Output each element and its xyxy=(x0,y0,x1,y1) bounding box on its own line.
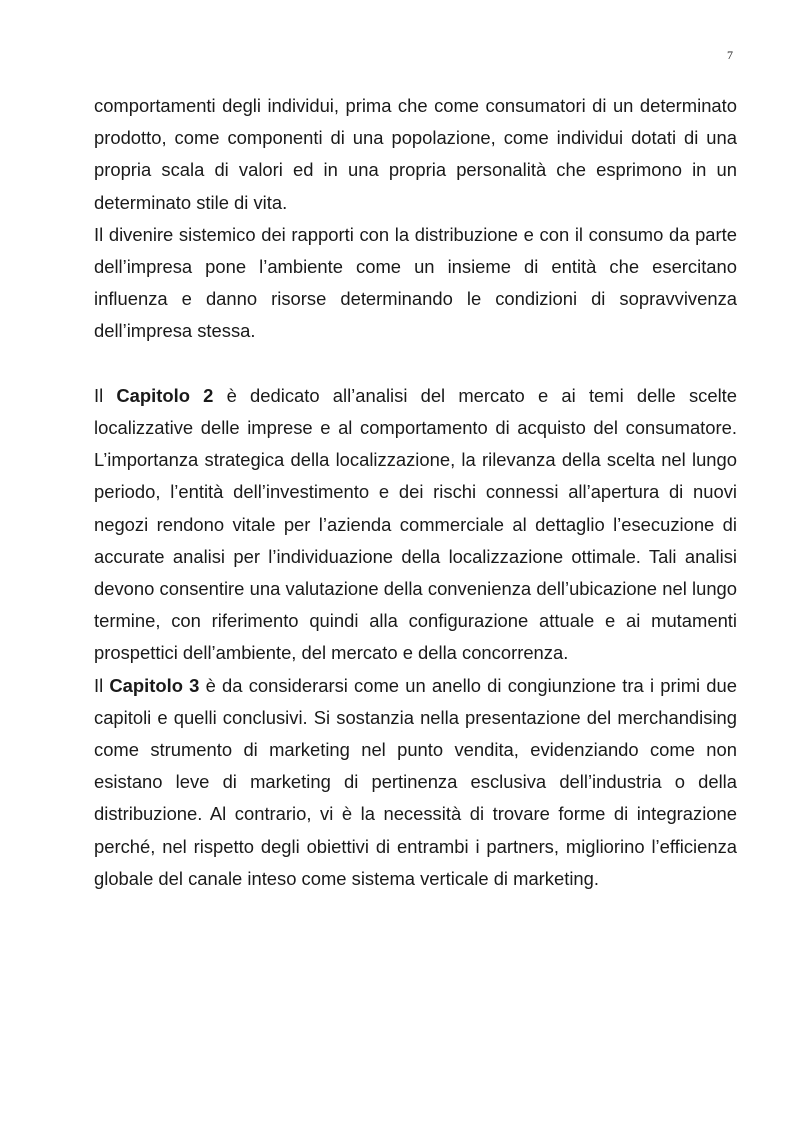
paragraph-4-text: è da considerarsi come un anello di congiunzione tra i primi due capitoli e quelli conclusivi. Si sostanzia nella presentazione del merchandising come strumento di marketing nel punto vendita, evidenziando come non esistano leve di marketing di pertinenza esclusiva dell’industria o della distribuzione. Al contrario, vi è la necessità di trovare forme di integrazione perché, nel rispetto degli obiettivi di entrambi i partners, migliorino l’efficienza globale del canale inteso come sistema verticale di marketing. xyxy=(94,674,737,889)
body-text xyxy=(94,90,737,895)
paragraph-1-text: comportamenti degli individui, prima che come consumatori di un determinato prodotto, come componenti di una popolazione, come individui dotati di una propria scala di valori ed in una propria personalità che esprimono in un determinato stile di vita. xyxy=(94,95,737,213)
paragraph-3 xyxy=(94,380,737,670)
paragraph-2 xyxy=(94,219,737,348)
paragraph-1 xyxy=(94,90,737,219)
paragraph-4-prefix: Il xyxy=(94,674,110,696)
chapter-3-heading: Capitolo 3 xyxy=(109,674,200,696)
paragraph-4 xyxy=(94,670,737,895)
chapter-2-heading: Capitolo 2 xyxy=(116,384,214,406)
paragraph-spacer xyxy=(94,348,737,380)
paragraph-2-text: Il divenire sistemico dei rapporti con la distribuzione e con il consumo da parte dell’impresa pone l’ambiente come un insieme di entità che esercitano influenza e danno risorse determinando le condizioni di sopravvivenza dell’impresa stessa. xyxy=(94,223,737,342)
page-number: 7 xyxy=(727,48,733,62)
paragraph-3-prefix: Il xyxy=(94,384,117,406)
paragraph-3-text: è dedicato all’analisi del mercato e ai temi delle scelte localizzative delle imprese e al comportamento di acquisto del consumatore. L’importanza strategica della localizzazione, la rilevanza della scelta nel lungo periodo, l’entità dell’investimento e dei rischi connessi all’apertura di nuovi negozi rendono vitale per l’azienda commerciale al dettaglio l’esecuzione di accurate analisi per l’individuazione della localizzazione ottimale. Tali analisi devono consentire una valutazione della convenienza dell’ubicazione nel lungo termine, con riferimento quindi alla configurazione attuale e ai mutamenti prospettici dell’ambiente, del mercato e della concorrenza. xyxy=(94,384,737,664)
